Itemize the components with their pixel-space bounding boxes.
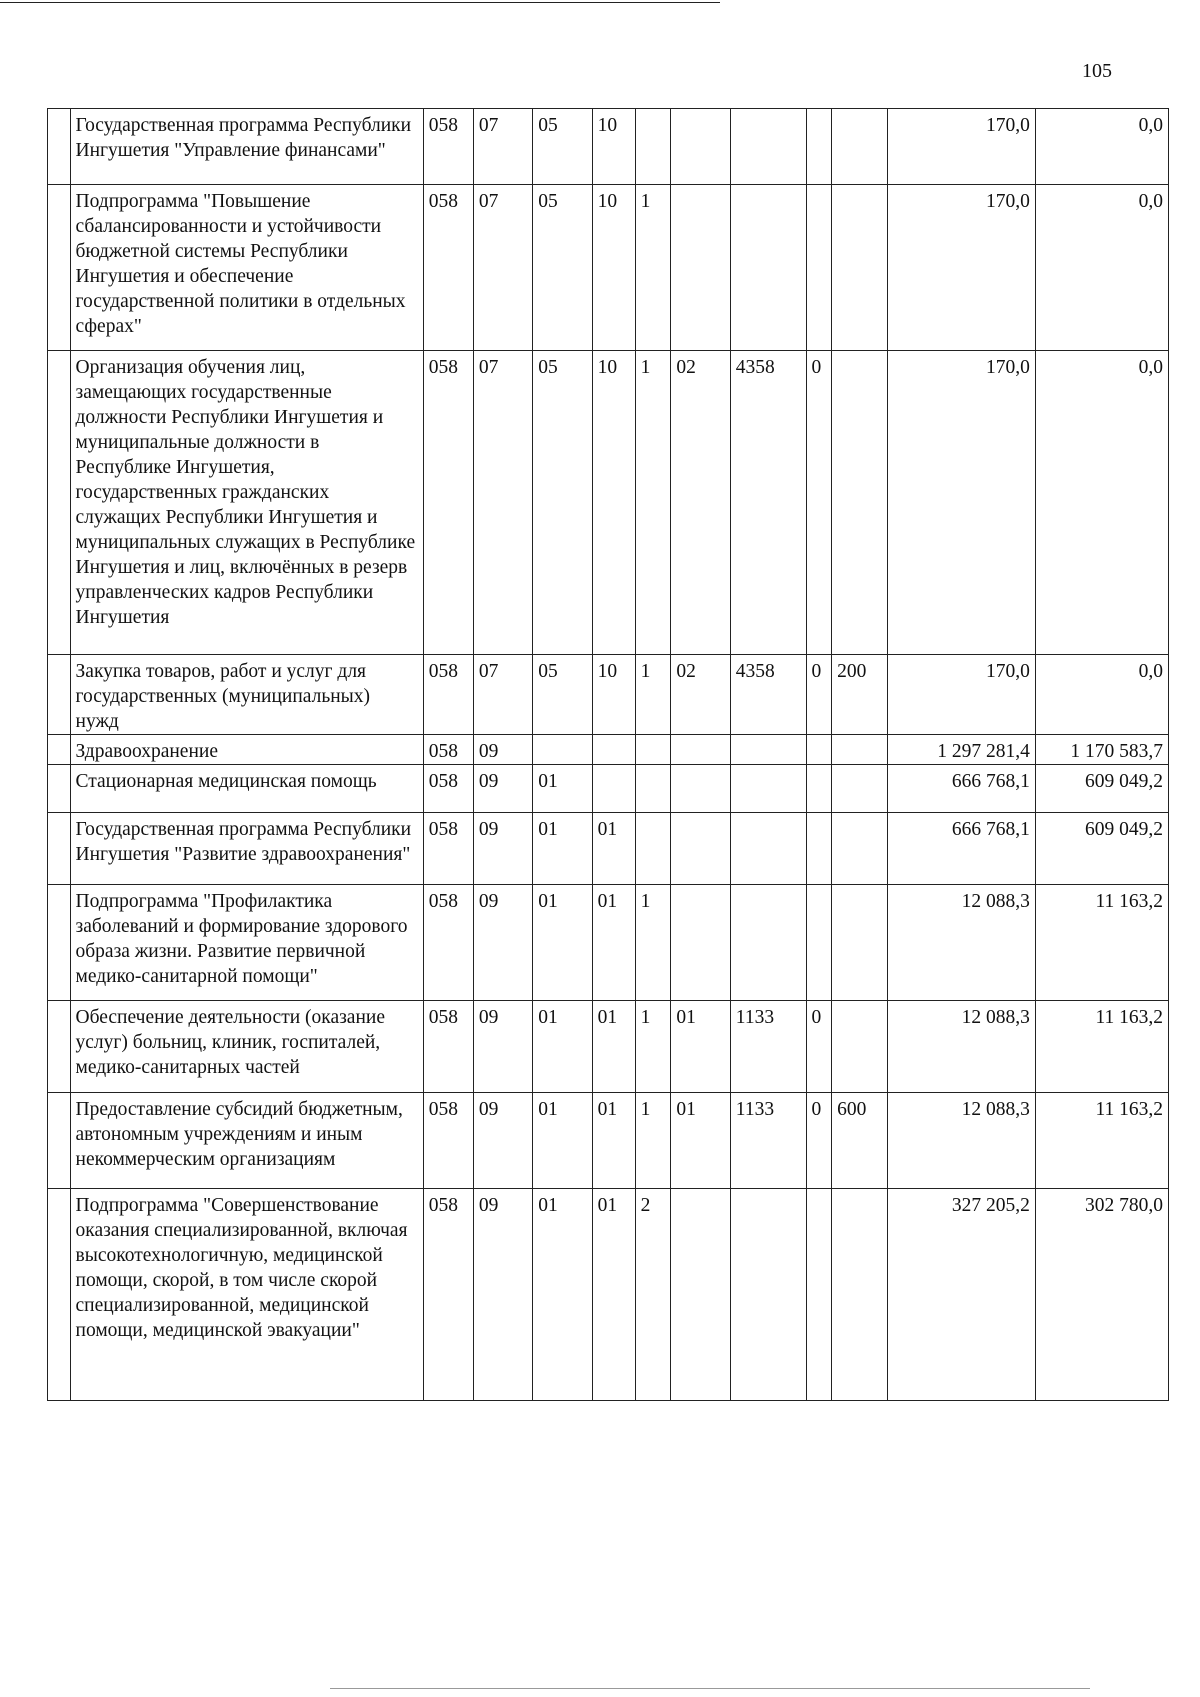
expense-type-cell [832,885,888,1001]
row-marker-cell [48,765,71,813]
activity-code-cell: 01 [671,1001,730,1093]
row-marker-cell [48,1189,71,1401]
subprogram-code-cell: 1 [635,1001,671,1093]
target-code-cell [806,1189,832,1401]
subsection-code-cell: 05 [533,351,592,655]
table-row [48,735,1169,765]
section-code-cell: 09 [473,1189,532,1401]
section-code-cell: 09 [473,1001,532,1093]
amount-year2-cell: 11 163,2 [1035,1093,1168,1189]
table-row [48,1189,1169,1401]
amount-year2-cell: 0,0 [1035,351,1168,655]
activity-code-cell [671,735,730,765]
activity-code-cell [671,1189,730,1401]
item-name-cell: Подпрограмма "Повышение сбалансированности и устойчивости бюджетной системы Республики Ингушетия и обеспечение государственной политики в отдельных сферах" [70,185,423,351]
subsection-code-cell: 05 [533,185,592,351]
budget-table [47,108,1169,1401]
item-name-cell: Здравоохранение [70,735,423,765]
amount-year1-cell: 170,0 [888,655,1035,735]
program-code-cell: 01 [592,1001,635,1093]
item-name-cell: Организация обучения лиц, замещающих государственные должности Республики Ингушетия и муниципальные должности в Республике Ингушетия, государственных гражданских служащих Республики Ингушетия и муниципальных служащих в Республике Ингушетия и лиц, включённых в резерв управленческих кадров Республики Ингушетия [70,351,423,655]
subprogram-code-cell: 1 [635,1093,671,1189]
row-marker-cell [48,1001,71,1093]
activity-code-cell [671,185,730,351]
activity-code-cell [671,885,730,1001]
section-code-cell: 07 [473,351,532,655]
row-marker-cell [48,109,71,185]
section-code-cell: 09 [473,885,532,1001]
target-code-cell: 0 [806,1093,832,1189]
direction-code-cell [730,109,806,185]
item-name-cell: Обеспечение деятельности (оказание услуг) больниц, клиник, госпиталей, медико-санитарных частей [70,1001,423,1093]
section-code-cell: 07 [473,185,532,351]
amount-year1-cell: 170,0 [888,351,1035,655]
item-name-cell: Государственная программа Республики Ингушетия "Развитие здравоохранения" [70,813,423,885]
subprogram-code-cell [635,765,671,813]
program-code-cell: 01 [592,1093,635,1189]
activity-code-cell [671,109,730,185]
section-code-cell: 09 [473,1093,532,1189]
amount-year2-cell: 11 163,2 [1035,885,1168,1001]
target-code-cell [806,765,832,813]
subsection-code-cell: 01 [533,813,592,885]
table-row [48,1093,1169,1189]
row-marker-cell [48,1093,71,1189]
ministry-code-cell: 058 [423,185,473,351]
subprogram-code-cell [635,735,671,765]
expense-type-cell [832,351,888,655]
direction-code-cell: 1133 [730,1001,806,1093]
ministry-code-cell: 058 [423,813,473,885]
target-code-cell [806,109,832,185]
program-code-cell: 10 [592,185,635,351]
row-marker-cell [48,885,71,1001]
section-code-cell: 07 [473,655,532,735]
item-name-cell: Закупка товаров, работ и услуг для государственных (муниципальных) нужд [70,655,423,735]
subsection-code-cell: 01 [533,885,592,1001]
amount-year1-cell: 1 297 281,4 [888,735,1035,765]
amount-year2-cell: 302 780,0 [1035,1189,1168,1401]
target-code-cell [806,735,832,765]
table-row [48,765,1169,813]
amount-year2-cell: 0,0 [1035,655,1168,735]
direction-code-cell [730,885,806,1001]
ministry-code-cell: 058 [423,351,473,655]
subprogram-code-cell: 1 [635,885,671,1001]
amount-year1-cell: 170,0 [888,109,1035,185]
table-row [48,655,1169,735]
amount-year2-cell: 609 049,2 [1035,765,1168,813]
item-name-cell: Государственная программа Республики Ингушетия "Управление финансами" [70,109,423,185]
bottom-scan-line [330,1688,1090,1689]
expense-type-cell [832,1189,888,1401]
subsection-code-cell: 01 [533,1093,592,1189]
table-row [48,813,1169,885]
ministry-code-cell: 058 [423,735,473,765]
amount-year1-cell: 12 088,3 [888,1093,1035,1189]
program-code-cell [592,765,635,813]
item-name-cell: Подпрограмма "Профилактика заболеваний и формирование здорового образа жизни. Развитие первичной медико-санитарной помощи" [70,885,423,1001]
amount-year2-cell: 0,0 [1035,185,1168,351]
top-border-line [0,2,720,3]
expense-type-cell [832,765,888,813]
subsection-code-cell: 01 [533,1001,592,1093]
expense-type-cell: 200 [832,655,888,735]
amount-year1-cell: 12 088,3 [888,1001,1035,1093]
target-code-cell: 0 [806,1001,832,1093]
activity-code-cell: 02 [671,351,730,655]
subprogram-code-cell [635,813,671,885]
program-code-cell: 10 [592,109,635,185]
item-name-cell: Стационарная медицинская помощь [70,765,423,813]
subsection-code-cell: 05 [533,109,592,185]
subprogram-code-cell [635,109,671,185]
row-marker-cell [48,655,71,735]
direction-code-cell [730,813,806,885]
ministry-code-cell: 058 [423,885,473,1001]
ministry-code-cell: 058 [423,655,473,735]
item-name-cell: Подпрограмма "Совершенствование оказания специализированной, включая высокотехнологичную, медицинской помощи, скорой, в том числе скорой специализированной, медицинской помощи, медицинской эвакуации" [70,1189,423,1401]
direction-code-cell [730,1189,806,1401]
activity-code-cell: 01 [671,1093,730,1189]
expense-type-cell [832,1001,888,1093]
section-code-cell: 09 [473,765,532,813]
amount-year1-cell: 170,0 [888,185,1035,351]
amount-year2-cell: 609 049,2 [1035,813,1168,885]
amount-year2-cell: 11 163,2 [1035,1001,1168,1093]
page-number: 105 [1082,60,1112,82]
table-row [48,885,1169,1001]
direction-code-cell [730,735,806,765]
direction-code-cell: 4358 [730,351,806,655]
subsection-code-cell: 01 [533,765,592,813]
target-code-cell: 0 [806,351,832,655]
target-code-cell [806,185,832,351]
expense-type-cell [832,813,888,885]
direction-code-cell [730,185,806,351]
program-code-cell: 10 [592,655,635,735]
ministry-code-cell: 058 [423,1189,473,1401]
activity-code-cell: 02 [671,655,730,735]
ministry-code-cell: 058 [423,1001,473,1093]
direction-code-cell [730,765,806,813]
table-row [48,185,1169,351]
expense-type-cell [832,109,888,185]
expense-type-cell: 600 [832,1093,888,1189]
program-code-cell: 01 [592,885,635,1001]
activity-code-cell [671,765,730,813]
amount-year1-cell: 12 088,3 [888,885,1035,1001]
row-marker-cell [48,813,71,885]
program-code-cell: 10 [592,351,635,655]
program-code-cell: 01 [592,1189,635,1401]
amount-year1-cell: 666 768,1 [888,765,1035,813]
activity-code-cell [671,813,730,885]
section-code-cell: 09 [473,735,532,765]
target-code-cell [806,885,832,1001]
amount-year2-cell: 0,0 [1035,109,1168,185]
ministry-code-cell: 058 [423,109,473,185]
direction-code-cell: 1133 [730,1093,806,1189]
direction-code-cell: 4358 [730,655,806,735]
row-marker-cell [48,185,71,351]
subsection-code-cell: 01 [533,1189,592,1401]
section-code-cell: 09 [473,813,532,885]
program-code-cell [592,735,635,765]
amount-year1-cell: 327 205,2 [888,1189,1035,1401]
target-code-cell [806,813,832,885]
row-marker-cell [48,351,71,655]
amount-year2-cell: 1 170 583,7 [1035,735,1168,765]
subprogram-code-cell: 1 [635,351,671,655]
table-row [48,351,1169,655]
amount-year1-cell: 666 768,1 [888,813,1035,885]
subsection-code-cell: 05 [533,655,592,735]
table-row [48,109,1169,185]
section-code-cell: 07 [473,109,532,185]
row-marker-cell [48,735,71,765]
subsection-code-cell [533,735,592,765]
program-code-cell: 01 [592,813,635,885]
subprogram-code-cell: 1 [635,655,671,735]
expense-type-cell [832,735,888,765]
item-name-cell: Предоставление субсидий бюджетным, автономным учреждениям и иным некоммерческим организациям [70,1093,423,1189]
expense-type-cell [832,185,888,351]
ministry-code-cell: 058 [423,765,473,813]
ministry-code-cell: 058 [423,1093,473,1189]
target-code-cell: 0 [806,655,832,735]
subprogram-code-cell: 2 [635,1189,671,1401]
table-row [48,1001,1169,1093]
subprogram-code-cell: 1 [635,185,671,351]
